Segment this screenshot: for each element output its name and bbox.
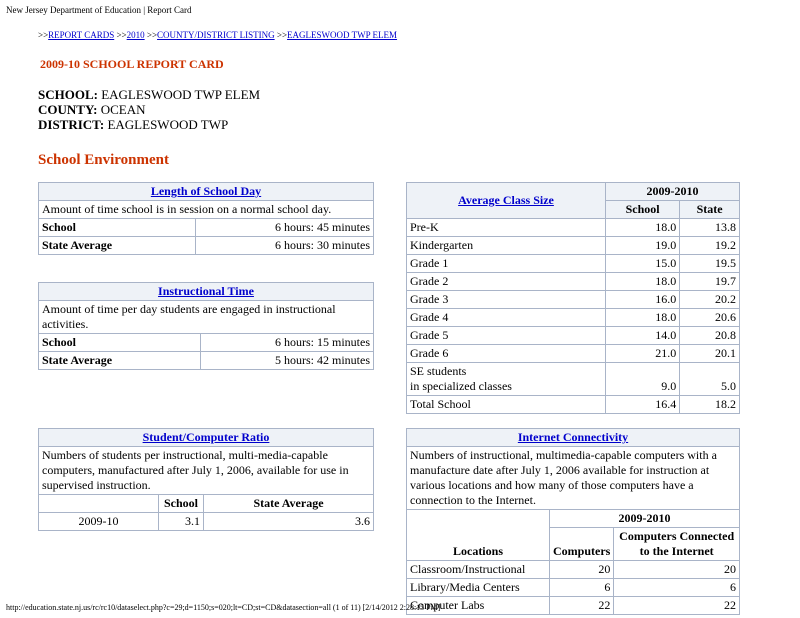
col-locations: Locations [407, 510, 550, 561]
grade-label: Grade 2 [407, 273, 606, 291]
footer-url: http://education.state.nj.us/rc/rc10/dataselect.php?c=29;d=1150;s=020;lt=CD;st=CD&datasection=all (1 of 11) [2/14/2012 2:28:15 PM] [6, 603, 441, 612]
table-row [407, 291, 740, 309]
se-school: 9.0 [606, 363, 680, 396]
grade-label: Grade 6 [407, 345, 606, 363]
table-row [407, 327, 740, 345]
internet-link[interactable]: Internet Connectivity [517, 430, 629, 444]
table-row [407, 579, 740, 597]
county-value: OCEAN [100, 102, 146, 117]
computer-ratio-table [38, 428, 374, 531]
location-label: Computer Labs [407, 597, 550, 615]
school-info [38, 87, 260, 132]
grade-state: 20.1 [680, 345, 740, 363]
ratio-school: 3.1 [159, 513, 204, 531]
instructional-time-desc: Amount of time per day students are engaged in instructional activities. [39, 301, 374, 334]
table-row [407, 561, 740, 579]
table-row [407, 597, 740, 615]
table-row [39, 237, 374, 255]
grade-state: 20.2 [680, 291, 740, 309]
se-label [407, 363, 606, 396]
table-row [407, 255, 740, 273]
grade-state: 13.8 [680, 219, 740, 237]
grade-label: Pre-K [407, 219, 606, 237]
table-row [407, 309, 740, 327]
breadcrumb-link-county-listing[interactable]: COUNTY/DISTRICT LISTING [157, 30, 275, 40]
table-row [39, 513, 374, 531]
ratio-state: 3.6 [204, 513, 374, 531]
computer-ratio-link[interactable]: Student/Computer Ratio [142, 430, 270, 444]
breadcrumb-sep: >> [276, 30, 288, 40]
grade-label: Kindergarten [407, 237, 606, 255]
total-state: 18.2 [680, 396, 740, 414]
table-row [407, 345, 740, 363]
instructional-time-link[interactable]: Instructional Time [158, 284, 254, 298]
grade-state: 20.8 [680, 327, 740, 345]
location-computers: 22 [550, 597, 614, 615]
grade-school: 18.0 [606, 219, 680, 237]
col-school: School [159, 495, 204, 513]
grade-school: 15.0 [606, 255, 680, 273]
section-title: School Environment [38, 152, 169, 168]
location-connected: 22 [614, 597, 740, 615]
total-label: Total School [407, 396, 606, 414]
table-row [39, 352, 374, 370]
total-school: 16.4 [606, 396, 680, 414]
grade-school: 19.0 [606, 237, 680, 255]
grade-school: 18.0 [606, 309, 680, 327]
breadcrumb-link-report-cards[interactable]: REPORT CARDS [48, 30, 115, 40]
instructional-time-table [38, 282, 374, 370]
row-value: 6 hours: 45 minutes [196, 219, 374, 237]
location-computers: 20 [550, 561, 614, 579]
grade-school: 16.0 [606, 291, 680, 309]
grade-school: 21.0 [606, 345, 680, 363]
report-title: 2009-10 SCHOOL REPORT CARD [40, 57, 224, 71]
se-line2: in specialized classes [410, 379, 512, 393]
table-row [407, 273, 740, 291]
breadcrumb-sep: >> [146, 30, 158, 40]
location-label: Library/Media Centers [407, 579, 550, 597]
table-row [407, 363, 740, 396]
grade-label: Grade 1 [407, 255, 606, 273]
row-value: 6 hours: 30 minutes [196, 237, 374, 255]
row-label: School [39, 219, 196, 237]
table-row [407, 237, 740, 255]
window-title: New Jersey Department of Education | Report Card [6, 5, 192, 15]
col-computers: Computers [550, 528, 614, 561]
location-connected: 20 [614, 561, 740, 579]
length-of-day-table [38, 182, 374, 255]
grade-school: 14.0 [606, 327, 680, 345]
school-value: EAGLESWOOD TWP ELEM [101, 87, 261, 102]
table-row [407, 219, 740, 237]
se-line1: SE students [410, 364, 467, 378]
row-label: School [39, 334, 201, 352]
row-label: State Average [39, 352, 201, 370]
grade-state: 20.6 [680, 309, 740, 327]
grade-school: 18.0 [606, 273, 680, 291]
table-header-row [39, 495, 374, 513]
grade-state: 19.5 [680, 255, 740, 273]
district-label: DISTRICT: [38, 117, 105, 132]
grade-label: Grade 5 [407, 327, 606, 345]
county-label: COUNTY: [38, 102, 98, 117]
row-value: 5 hours: 42 minutes [201, 352, 374, 370]
class-size-table [406, 182, 740, 414]
table-row [39, 334, 374, 352]
table-row [407, 396, 740, 414]
table-row [39, 219, 374, 237]
grade-state: 19.7 [680, 273, 740, 291]
grade-label: Grade 4 [407, 309, 606, 327]
breadcrumb-sep: >> [116, 30, 127, 40]
internet-table [406, 428, 740, 615]
location-connected: 6 [614, 579, 740, 597]
class-size-link[interactable]: Average Class Size [458, 193, 554, 207]
school-label: SCHOOL: [38, 87, 98, 102]
internet-year: 2009-2010 [550, 510, 740, 528]
col-state: State [680, 201, 740, 219]
breadcrumb-sep: >> [38, 30, 49, 40]
length-of-day-desc: Amount of time school is in session on a normal school day. [39, 201, 374, 219]
class-size-year: 2009-2010 [606, 183, 740, 201]
row-label: State Average [39, 237, 196, 255]
grade-state: 19.2 [680, 237, 740, 255]
breadcrumb [38, 30, 397, 40]
breadcrumb-link-school[interactable]: EAGLESWOOD TWP ELEM [287, 30, 398, 40]
length-of-day-link[interactable]: Length of School Day [150, 184, 262, 198]
se-state: 5.0 [680, 363, 740, 396]
location-computers: 6 [550, 579, 614, 597]
col-state-average: State Average [204, 495, 374, 513]
col-connected: Computers Connected to the Internet [614, 528, 740, 561]
location-label: Classroom/Instructional [407, 561, 550, 579]
breadcrumb-link-2010[interactable]: 2010 [126, 30, 145, 40]
internet-desc: Numbers of instructional, multimedia-capable computers with a manufacture date after July 1, 2006 available for instruction at various locations and how many of those computers have a connection to the Internet. [407, 447, 740, 510]
district-value: EAGLESWOOD TWP [107, 117, 229, 132]
ratio-year: 2009-10 [39, 513, 159, 531]
row-value: 6 hours: 15 minutes [201, 334, 374, 352]
grade-label: Grade 3 [407, 291, 606, 309]
col-school: School [606, 201, 680, 219]
computer-ratio-desc: Numbers of students per instructional, multi-media-capable computers, manufactured after July 1, 2006, available for use in supervised instruction. [39, 447, 374, 495]
